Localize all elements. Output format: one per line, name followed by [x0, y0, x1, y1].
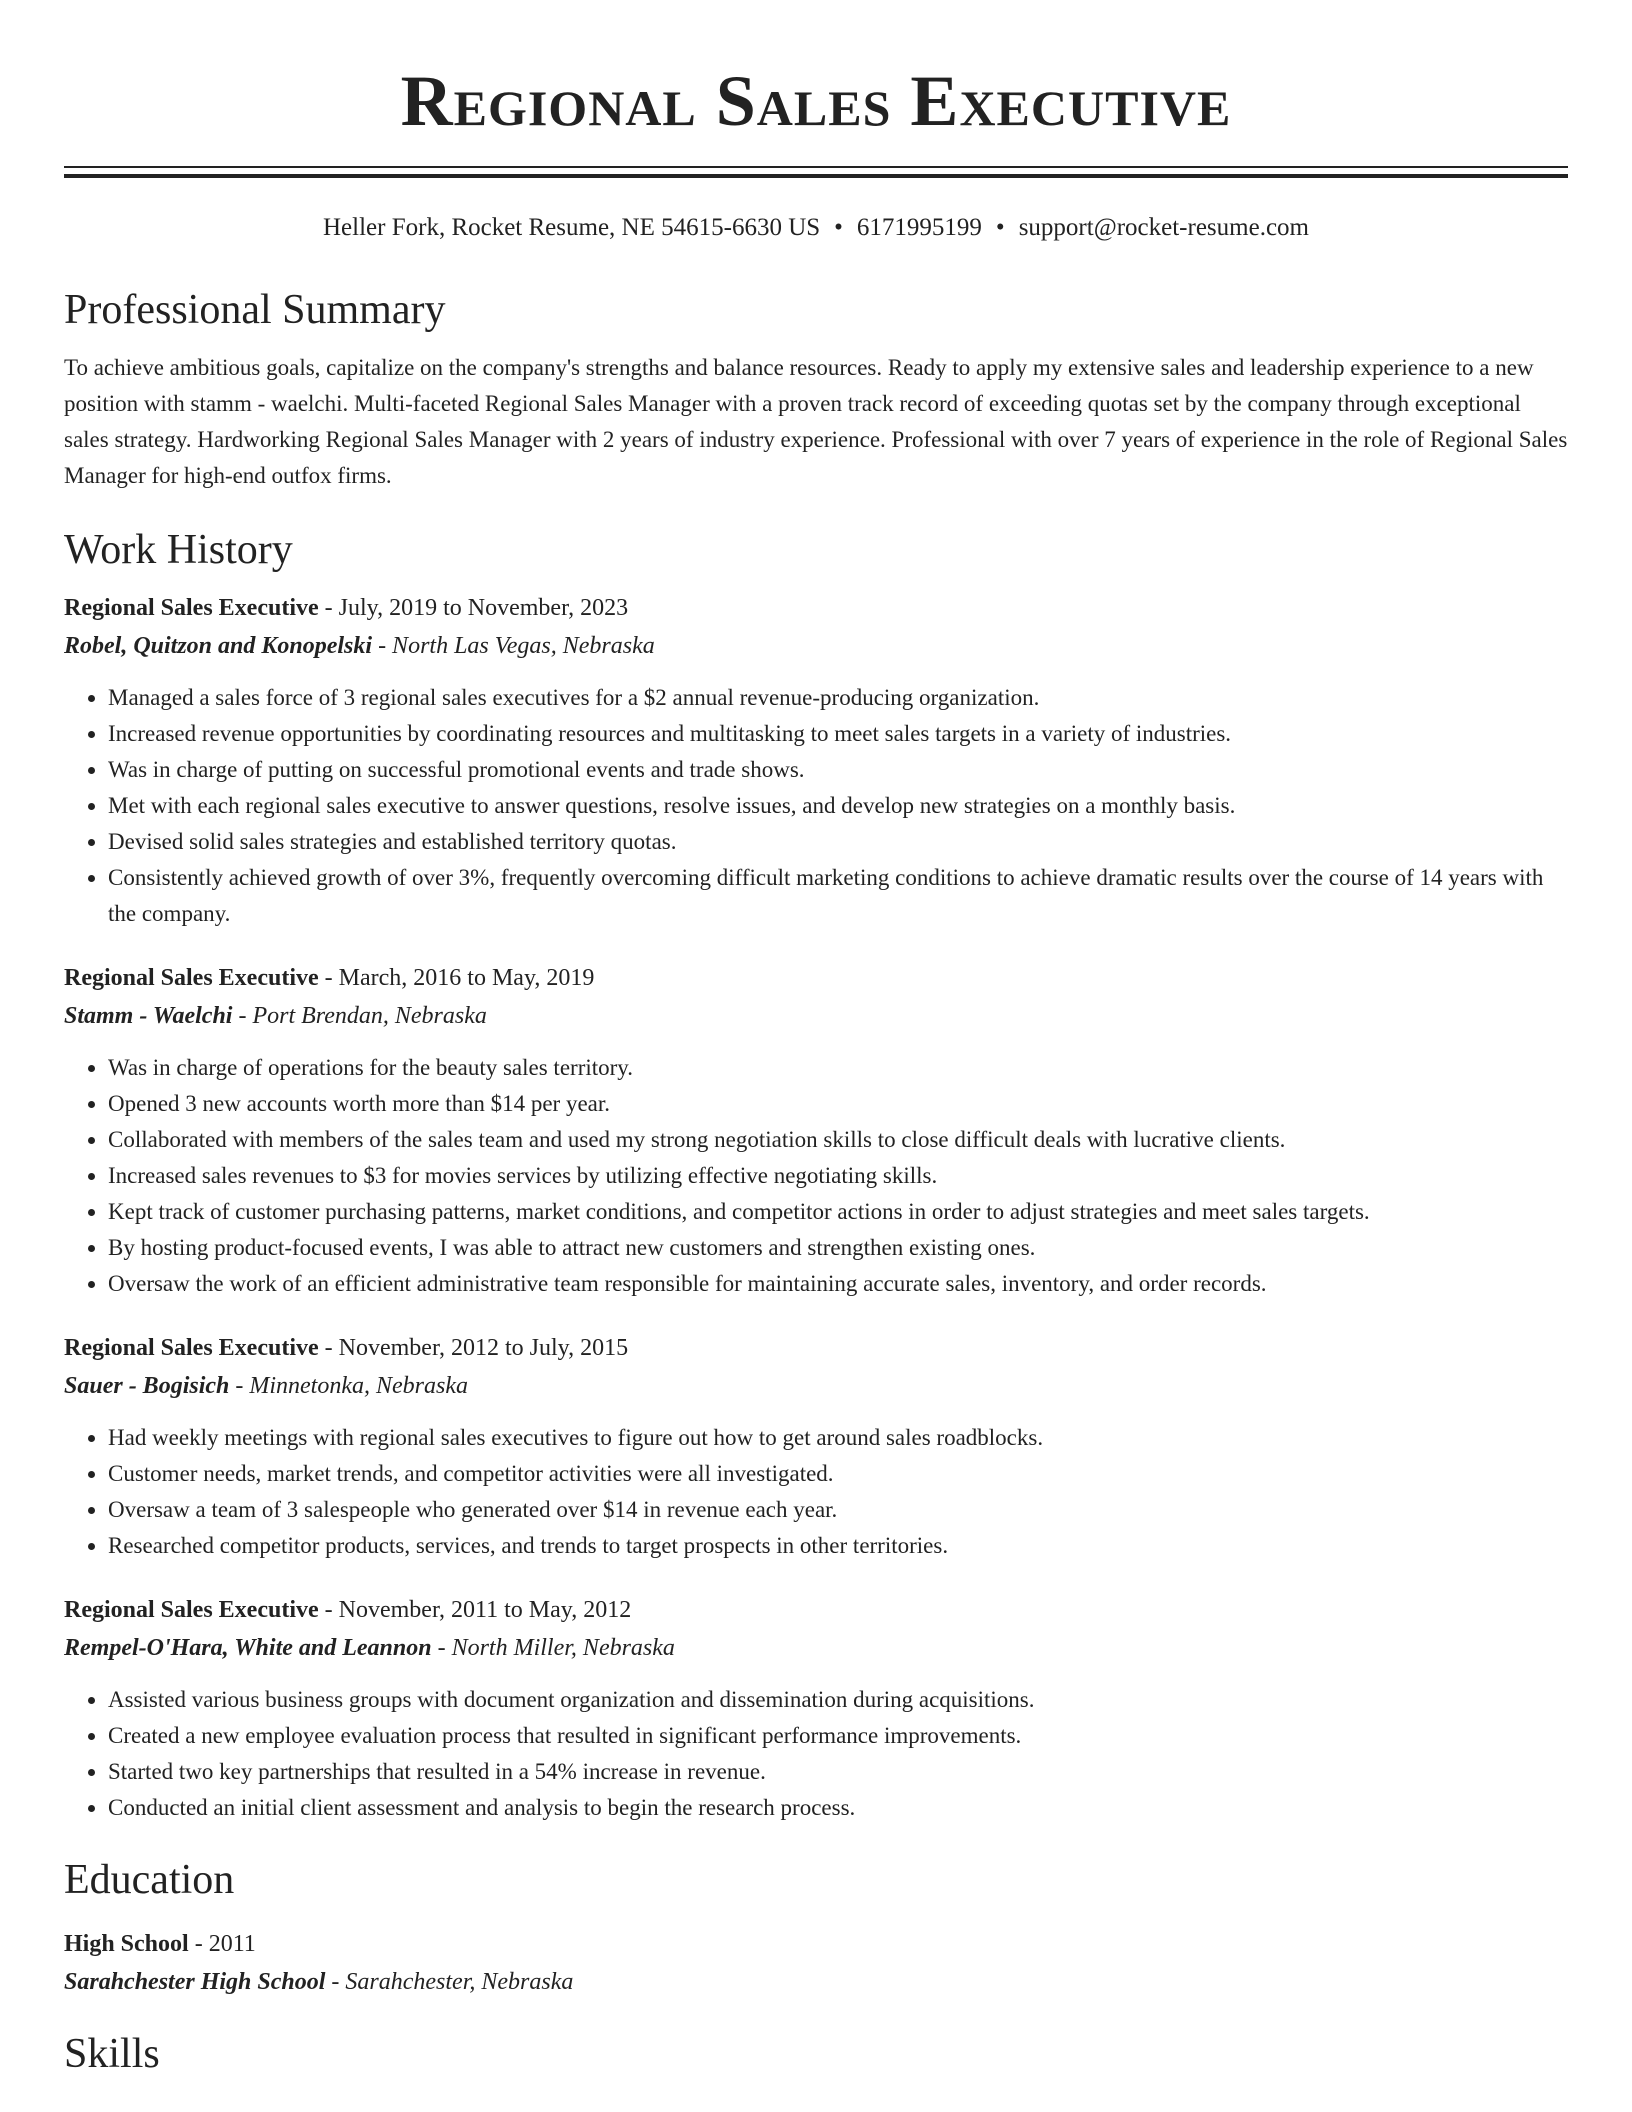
job-dates: - November, 2011 to May, 2012 [318, 1597, 632, 1623]
list-item: • Increased revenue opportunities by coordinating resources and multitasking to meet sales targets in a variety of industries. [108, 716, 1568, 752]
list-item: • Opened 3 new accounts worth more than $14 per year. [108, 1086, 1568, 1122]
job-dates: - November, 2012 to July, 2015 [318, 1335, 629, 1361]
company-location: - North Miller, Nebraska [431, 1635, 675, 1661]
list-item: • Started two key partnerships that resulted in a 54% increase in revenue. [108, 1754, 1568, 1790]
company-location: - North Las Vegas, Nebraska [372, 633, 655, 659]
contact-email: support@rocket-resume.com [1018, 214, 1309, 241]
company-line [64, 1630, 1568, 1666]
list-item: • Was in charge of operations for the beauty sales territory. [108, 1050, 1568, 1086]
job-entry [64, 592, 1568, 932]
contact-separator: • [834, 214, 843, 241]
job-title: Regional Sales Executive [64, 1597, 319, 1623]
company-name: Robel, Quitzon and Konopelski [64, 633, 373, 659]
contact-address: Heller Fork, Rocket Resume, NE 54615-6630 US [323, 214, 821, 241]
job-bullets [64, 1050, 1568, 1302]
work-history-heading: Work History [64, 527, 293, 573]
degree: High School [64, 1931, 189, 1957]
company-location: - Port Brendan, Nebraska [232, 1003, 487, 1029]
company-name: Sauer - Bogisich [64, 1373, 230, 1399]
job-bullets [64, 1682, 1568, 1826]
company-line [64, 628, 1568, 664]
contact-line [64, 212, 1568, 244]
company-line [64, 1368, 1568, 1404]
list-item: • Was in charge of putting on successful promotional events and trade shows. [108, 752, 1568, 788]
list-item: • Kept track of customer purchasing patterns, market conditions, and competitor actions in order to adjust strategies and meet sales targets. [108, 1194, 1568, 1230]
list-item: • Managed a sales force of 3 regional sales executives for a $2 annual revenue-producing organization. [108, 680, 1568, 716]
list-item: • Consistently achieved growth of over 3%, frequently overcoming difficult marketing conditions to achieve dramatic results over the course of 14 years with the company. [108, 860, 1568, 932]
job-entry [64, 962, 1568, 1302]
title-divider [64, 166, 1568, 178]
list-item: • Researched competitor products, services, and trends to target prospects in other territories. [108, 1528, 1568, 1564]
job-entry [64, 1594, 1568, 1826]
job-dates: - March, 2016 to May, 2019 [318, 965, 595, 991]
job-title-line [64, 1332, 1568, 1364]
list-item: • Had weekly meetings with regional sales executives to figure out how to get around sales roadblocks. [108, 1420, 1568, 1456]
list-item: • Created a new employee evaluation process that resulted in significant performance improvements. [108, 1718, 1568, 1754]
education-entry [64, 1928, 1568, 2000]
list-item: • Oversaw the work of an efficient administrative team responsible for maintaining accurate sales, inventory, and order records. [108, 1266, 1568, 1302]
summary-heading: Professional Summary [64, 287, 446, 333]
company-location: - Minnetonka, Nebraska [229, 1373, 468, 1399]
education-heading: Education [64, 1857, 235, 1903]
company-name: Stamm - Waelchi [64, 1003, 233, 1029]
contact-separator: • [995, 214, 1005, 241]
summary-text: To achieve ambitious goals, capitalize on the company's strengths and balance resources. Ready to apply my extensive sales and leadership experience to a new position with stamm - waelchi. Multi-faceted Regional Sales Manager with a proven track record of exceeding quotas set by the company through exceptional sales strategy. Hardworking Regional Sales Manager with 2 years of industry experience. Professional with over 7 years of experience in the role of Regional Sales Manager for high-end outfox firms. [64, 355, 1568, 488]
school-line [64, 1964, 1568, 2000]
school-name: Sarahchester High School [64, 1969, 326, 1995]
job-title-line [64, 1594, 1568, 1626]
list-item: • Assisted various business groups with document organization and dissemination during acquisitions. [108, 1682, 1568, 1718]
list-item: • Conducted an initial client assessment and analysis to begin the research process. [108, 1790, 1568, 1826]
list-item: • Collaborated with members of the sales team and used my strong negotiation skills to close difficult deals with lucrative clients. [108, 1122, 1568, 1158]
list-item: • Increased sales revenues to $3 for movies services by utilizing effective negotiating skills. [108, 1158, 1568, 1194]
job-title: Regional Sales Executive [64, 595, 319, 621]
job-title-line [64, 962, 1568, 994]
job-title: Regional Sales Executive [64, 1335, 319, 1361]
skills-heading: Skills [64, 2031, 160, 2077]
list-item: • Oversaw a team of 3 salespeople who generated over $14 in revenue each year. [108, 1492, 1568, 1528]
resume-title: Regional Sales Executive [400, 61, 1232, 141]
job-bullets [64, 680, 1568, 932]
job-dates: - July, 2019 to November, 2023 [318, 595, 629, 621]
company-name: Rempel-O'Hara, White and Leannon [64, 1635, 432, 1661]
job-bullets [64, 1420, 1568, 1564]
list-item: • Met with each regional sales executive to answer questions, resolve issues, and develop new strategies on a monthly basis. [108, 788, 1568, 824]
contact-phone: 6171995199 [856, 214, 982, 241]
school-location: - Sarahchester, Nebraska [325, 1969, 574, 1995]
list-item: • Devised solid sales strategies and established territory quotas. [108, 824, 1568, 860]
company-line [64, 998, 1568, 1034]
degree-line [64, 1928, 1568, 1960]
list-item: • By hosting product-focused events, I was able to attract new customers and strengthen existing ones. [108, 1230, 1568, 1266]
job-title: Regional Sales Executive [64, 965, 319, 991]
list-item: • Customer needs, market trends, and competitor activities were all investigated. [108, 1456, 1568, 1492]
job-title-line [64, 592, 1568, 624]
job-entry [64, 1332, 1568, 1564]
graduation-year: - 2011 [188, 1931, 256, 1957]
